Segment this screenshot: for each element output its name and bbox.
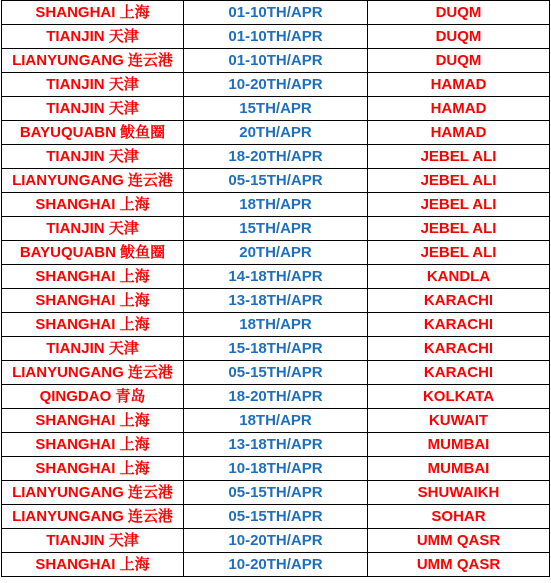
origin-port-cell: BAYUQUABN 鲅鱼圈 xyxy=(2,121,184,145)
destination-port-cell: MUMBAI xyxy=(368,433,550,457)
origin-port-cell: SHANGHAI 上海 xyxy=(2,289,184,313)
sailing-date-cell: 13-18TH/APR xyxy=(184,289,368,313)
sailing-date-cell: 01-10TH/APR xyxy=(184,1,368,25)
origin-port-cell: LIANYUNGANG 连云港 xyxy=(2,49,184,73)
origin-port-cell: SHANGHAI 上海 xyxy=(2,265,184,289)
sailing-date-cell: 18-20TH/APR xyxy=(184,385,368,409)
origin-port-cell: TIANJIN 天津 xyxy=(2,337,184,361)
destination-port-cell: SHUWAIKH xyxy=(368,481,550,505)
table-row xyxy=(2,481,550,505)
destination-port-cell: KARACHI xyxy=(368,337,550,361)
table-row xyxy=(2,289,550,313)
origin-port-cell: SHANGHAI 上海 xyxy=(2,553,184,577)
sailing-date-cell: 18TH/APR xyxy=(184,409,368,433)
origin-port-cell: LIANYUNGANG 连云港 xyxy=(2,481,184,505)
origin-port-cell: LIANYUNGANG 连云港 xyxy=(2,361,184,385)
sailing-date-cell: 05-15TH/APR xyxy=(184,481,368,505)
destination-port-cell: UMM QASR xyxy=(368,553,550,577)
origin-port-cell: TIANJIN 天津 xyxy=(2,25,184,49)
table-row xyxy=(2,457,550,481)
sailing-date-cell: 18TH/APR xyxy=(184,313,368,337)
destination-port-cell: KUWAIT xyxy=(368,409,550,433)
shipping-schedule-table xyxy=(1,0,550,577)
destination-port-cell: HAMAD xyxy=(368,73,550,97)
table-row xyxy=(2,313,550,337)
table-row xyxy=(2,529,550,553)
table-row xyxy=(2,193,550,217)
destination-port-cell: KARACHI xyxy=(368,289,550,313)
table-row xyxy=(2,97,550,121)
sailing-date-cell: 18-20TH/APR xyxy=(184,145,368,169)
origin-port-cell: SHANGHAI 上海 xyxy=(2,409,184,433)
sailing-date-cell: 10-18TH/APR xyxy=(184,457,368,481)
table-row xyxy=(2,361,550,385)
origin-port-cell: SHANGHAI 上海 xyxy=(2,433,184,457)
table-row xyxy=(2,265,550,289)
sailing-date-cell: 15-18TH/APR xyxy=(184,337,368,361)
table-row xyxy=(2,169,550,193)
origin-port-cell: QINGDAO 青岛 xyxy=(2,385,184,409)
table-row xyxy=(2,121,550,145)
sailing-date-cell: 10-20TH/APR xyxy=(184,529,368,553)
sailing-date-cell: 14-18TH/APR xyxy=(184,265,368,289)
destination-port-cell: JEBEL ALI xyxy=(368,193,550,217)
origin-port-cell: BAYUQUABN 鲅鱼圈 xyxy=(2,241,184,265)
origin-port-cell: TIANJIN 天津 xyxy=(2,529,184,553)
sailing-date-cell: 20TH/APR xyxy=(184,241,368,265)
sailing-date-cell: 10-20TH/APR xyxy=(184,553,368,577)
sailing-date-cell: 15TH/APR xyxy=(184,97,368,121)
table-row xyxy=(2,145,550,169)
table-row xyxy=(2,217,550,241)
destination-port-cell: UMM QASR xyxy=(368,529,550,553)
destination-port-cell: SOHAR xyxy=(368,505,550,529)
destination-port-cell: JEBEL ALI xyxy=(368,217,550,241)
destination-port-cell: JEBEL ALI xyxy=(368,145,550,169)
origin-port-cell: SHANGHAI 上海 xyxy=(2,313,184,337)
table-row xyxy=(2,49,550,73)
table-row xyxy=(2,553,550,577)
destination-port-cell: HAMAD xyxy=(368,97,550,121)
table-row xyxy=(2,25,550,49)
sailing-date-cell: 13-18TH/APR xyxy=(184,433,368,457)
table-row xyxy=(2,337,550,361)
sailing-date-cell: 15TH/APR xyxy=(184,217,368,241)
destination-port-cell: JEBEL ALI xyxy=(368,241,550,265)
origin-port-cell: TIANJIN 天津 xyxy=(2,217,184,241)
destination-port-cell: KOLKATA xyxy=(368,385,550,409)
origin-port-cell: SHANGHAI 上海 xyxy=(2,1,184,25)
sailing-date-cell: 05-15TH/APR xyxy=(184,361,368,385)
destination-port-cell: HAMAD xyxy=(368,121,550,145)
destination-port-cell: MUMBAI xyxy=(368,457,550,481)
sailing-date-cell: 01-10TH/APR xyxy=(184,25,368,49)
sailing-date-cell: 05-15TH/APR xyxy=(184,169,368,193)
sailing-date-cell: 18TH/APR xyxy=(184,193,368,217)
table-row xyxy=(2,73,550,97)
destination-port-cell: KANDLA xyxy=(368,265,550,289)
table-row xyxy=(2,385,550,409)
origin-port-cell: TIANJIN 天津 xyxy=(2,145,184,169)
destination-port-cell: DUQM xyxy=(368,1,550,25)
destination-port-cell: DUQM xyxy=(368,25,550,49)
destination-port-cell: KARACHI xyxy=(368,313,550,337)
origin-port-cell: SHANGHAI 上海 xyxy=(2,193,184,217)
origin-port-cell: LIANYUNGANG 连云港 xyxy=(2,505,184,529)
table-row xyxy=(2,505,550,529)
table-row xyxy=(2,433,550,457)
destination-port-cell: KARACHI xyxy=(368,361,550,385)
table-row xyxy=(2,241,550,265)
sailing-date-cell: 20TH/APR xyxy=(184,121,368,145)
origin-port-cell: TIANJIN 天津 xyxy=(2,73,184,97)
destination-port-cell: JEBEL ALI xyxy=(368,169,550,193)
table-row xyxy=(2,1,550,25)
origin-port-cell: TIANJIN 天津 xyxy=(2,97,184,121)
table-row xyxy=(2,409,550,433)
destination-port-cell: DUQM xyxy=(368,49,550,73)
sailing-date-cell: 10-20TH/APR xyxy=(184,73,368,97)
origin-port-cell: LIANYUNGANG 连云港 xyxy=(2,169,184,193)
sailing-date-cell: 01-10TH/APR xyxy=(184,49,368,73)
origin-port-cell: SHANGHAI 上海 xyxy=(2,457,184,481)
sailing-date-cell: 05-15TH/APR xyxy=(184,505,368,529)
schedule-table-body xyxy=(2,1,550,577)
